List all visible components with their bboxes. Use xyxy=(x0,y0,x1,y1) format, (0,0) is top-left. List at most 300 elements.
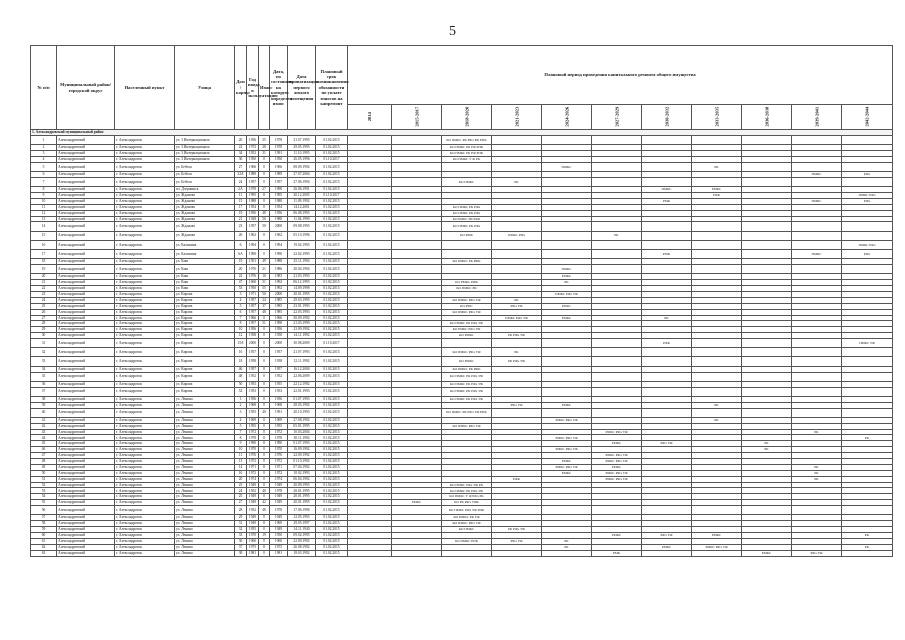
row-work-2030-2032: РМК xyxy=(642,250,692,259)
row-work-2024-2026: ПМКС РФч УФ xyxy=(542,291,592,297)
row-work-2021-2023: РК РФч УФ xyxy=(492,527,542,533)
row-priv-date: 22.03.1993 xyxy=(288,309,316,315)
row-wear: 0 xyxy=(259,357,270,366)
row-district: Александровский xyxy=(57,527,115,533)
row-district: Александровский xyxy=(57,193,115,199)
row-settlement: г. Александровск xyxy=(115,198,175,204)
row-house: 1 xyxy=(235,396,247,402)
row-planned-date: 01.02.2015 xyxy=(316,172,348,178)
row-house: 19 xyxy=(235,259,247,265)
row-num: 10 xyxy=(31,198,57,204)
row-street: ул. Калинина xyxy=(175,240,235,249)
row-work-2021-2023 xyxy=(492,339,542,348)
row-year-repair: 1957 xyxy=(270,177,288,186)
row-work-2036-2038: РК xyxy=(742,447,792,453)
row-district: Александровский xyxy=(57,274,115,280)
row-work-2014 xyxy=(348,265,392,274)
row-year-built: 1988 xyxy=(247,198,259,204)
row-district: Александровский xyxy=(57,303,115,309)
row-settlement: г. Александровск xyxy=(115,408,175,417)
row-year-built: 1971 xyxy=(247,291,259,297)
row-year-built: 1956 xyxy=(247,136,259,145)
row-house: 32 xyxy=(235,527,247,533)
row-work-2024-2026: РК xyxy=(542,538,592,544)
header-period-label: 2024-2026 xyxy=(563,107,569,127)
row-planned-date: 01.02.2015 xyxy=(316,286,348,292)
row-year-repair: 1949 xyxy=(270,515,288,521)
row-year-repair: 1981 xyxy=(270,550,288,556)
row-planned-date: 01.02.2015 xyxy=(316,136,348,145)
row-priv-date: 06.12.1993 xyxy=(288,280,316,286)
row-work-2033-2035 xyxy=(692,506,742,515)
row-house: 52 xyxy=(235,387,247,396)
row-year-repair: 1962 xyxy=(270,231,288,240)
row-num: 56 xyxy=(31,506,57,515)
row-year-repair: 1983 xyxy=(270,274,288,280)
row-work-2027-2029 xyxy=(592,339,642,348)
row-work-2033-2035 xyxy=(692,222,742,231)
row-planned-date: 01.02.2015 xyxy=(316,396,348,402)
row-priv-date: 12.05.1993 xyxy=(288,515,316,521)
row-work-2021-2023 xyxy=(492,136,542,145)
row-district: Александровский xyxy=(57,136,115,145)
row-work-2018-2020: КО ПМКС РК РФч УФ xyxy=(442,488,492,494)
row-wear: 0 xyxy=(259,204,270,210)
row-work-2039-2041 xyxy=(792,231,842,240)
row-street: ул. Кирова xyxy=(175,357,235,366)
row-settlement: г. Александровск xyxy=(115,381,175,387)
row-planned-date: 01.02.2015 xyxy=(316,274,348,280)
row-work-2015-2017 xyxy=(392,372,442,381)
row-work-2033-2035 xyxy=(692,348,742,357)
row-street: ул. Бебеля xyxy=(175,162,235,171)
row-priv-date: 09.02.1995 xyxy=(288,533,316,539)
row-planned-date: 01.02.2015 xyxy=(316,280,348,286)
row-settlement: г. Александровск xyxy=(115,515,175,521)
row-work-2033-2035: РФК xyxy=(692,193,742,199)
row-year-repair: 1960 xyxy=(270,538,288,544)
row-num: 14 xyxy=(31,222,57,231)
row-work-2033-2035 xyxy=(692,372,742,381)
row-street: ул. Кирова xyxy=(175,333,235,339)
row-district: Александровский xyxy=(57,216,115,222)
row-house: 26 xyxy=(235,231,247,240)
table-row xyxy=(31,265,893,274)
row-street: ул. Ленина xyxy=(175,550,235,556)
row-work-2018-2020: КО ПМКС РК РФч УФ xyxy=(442,387,492,396)
row-work-2042-2044: ПМКС УФ xyxy=(842,339,893,348)
row-year-built: 1990 xyxy=(247,250,259,259)
row-work-2014 xyxy=(348,136,392,145)
row-year-repair: 1949 xyxy=(270,527,288,533)
row-work-2042-2044: РФч xyxy=(842,198,893,204)
row-settlement: г. Александровск xyxy=(115,500,175,506)
row-work-2042-2044: ПМКС РФч xyxy=(842,193,893,199)
row-priv-date: 27.06.1994 xyxy=(288,177,316,186)
row-work-2030-2032 xyxy=(642,387,692,396)
row-house: 36 xyxy=(235,156,247,162)
row-district: Александровский xyxy=(57,321,115,327)
row-work-2039-2041 xyxy=(792,506,842,515)
row-work-2036-2038 xyxy=(742,177,792,186)
row-planned-date: 01.02.2015 xyxy=(316,453,348,459)
row-year-built: 1958 xyxy=(247,357,259,366)
row-work-2015-2017 xyxy=(392,339,442,348)
row-work-2039-2041: ПМКС xyxy=(792,250,842,259)
row-work-2021-2023: РФч УФ xyxy=(492,303,542,309)
row-priv-date: 20.01.1995 xyxy=(288,291,316,297)
row-planned-date: 01.02.2015 xyxy=(316,291,348,297)
row-planned-date: 01.02.2015 xyxy=(316,429,348,435)
row-year-built: 1949 xyxy=(247,494,259,500)
row-work-2024-2026 xyxy=(542,240,592,249)
row-street: ул. Ленина xyxy=(175,506,235,515)
row-year-built: 1978 xyxy=(247,187,259,193)
row-work-2018-2020: КО ПМКС РК РФч РФ РПК xyxy=(442,136,492,145)
row-district: Александровский xyxy=(57,222,115,231)
row-work-2018-2020: КО РМКС xyxy=(442,357,492,366)
row-work-2033-2035 xyxy=(692,265,742,274)
row-work-2021-2023: РК xyxy=(492,348,542,357)
row-work-2027-2029 xyxy=(592,357,642,366)
row-num: 63 xyxy=(31,550,57,556)
row-house: 50 xyxy=(235,381,247,387)
row-planned-date: 01.02.2015 xyxy=(316,470,348,476)
row-wear: 0 xyxy=(259,231,270,240)
row-priv-date: 11.04.1990 xyxy=(288,216,316,222)
row-street: ул. Кирова xyxy=(175,366,235,372)
row-year-built: 1972 xyxy=(247,429,259,435)
row-work-2018-2020: КО ПМКС У Ф РФч РК xyxy=(442,494,492,500)
row-settlement: г. Александровск xyxy=(115,265,175,274)
row-num: 52 xyxy=(31,482,57,488)
table-row xyxy=(31,162,893,171)
row-house: 7 xyxy=(235,315,247,321)
row-work-2042-2044: ПМКС РФч xyxy=(842,240,893,249)
row-street: ул. Кирова xyxy=(175,339,235,348)
row-planned-date: 01.02.2015 xyxy=(316,151,348,157)
row-wear: 0 xyxy=(259,538,270,544)
row-work-2021-2023: ПМКС РФч xyxy=(492,231,542,240)
row-work-2033-2035 xyxy=(692,387,742,396)
row-work-2021-2023 xyxy=(492,222,542,231)
row-work-2014 xyxy=(348,339,392,348)
row-planned-date: 01.02.2015 xyxy=(316,544,348,550)
row-planned-date: 01.02.2015 xyxy=(316,321,348,327)
row-street: ул. Ленина xyxy=(175,408,235,417)
row-num: 2 xyxy=(31,145,57,151)
row-house: 17 xyxy=(235,204,247,210)
row-num: 16 xyxy=(31,240,57,249)
row-work-2014 xyxy=(348,357,392,366)
row-work-2036-2038 xyxy=(742,240,792,249)
row-priv-date: 07.04.1992 xyxy=(288,464,316,470)
row-street: ул. Ленина xyxy=(175,417,235,423)
row-settlement: г. Александровск xyxy=(115,506,175,515)
row-planned-date: 01.02.2015 xyxy=(316,231,348,240)
row-wear: 0 xyxy=(259,441,270,447)
row-work-2036-2038 xyxy=(742,339,792,348)
row-year-repair: 1978 xyxy=(270,145,288,151)
row-district: Александровский xyxy=(57,550,115,556)
row-house: 38 xyxy=(235,550,247,556)
row-settlement: г. Александровск xyxy=(115,216,175,222)
row-work-2036-2038 xyxy=(742,408,792,417)
row-work-2042-2044 xyxy=(842,177,893,186)
row-work-2030-2032 xyxy=(642,222,692,231)
row-settlement: г. Александровск xyxy=(115,274,175,280)
row-settlement: г. Александровск xyxy=(115,372,175,381)
row-street: ул. Калинина xyxy=(175,250,235,259)
row-planned-date: 01.02.2015 xyxy=(316,441,348,447)
row-work-2018-2020 xyxy=(442,265,492,274)
row-work-2024-2026 xyxy=(542,177,592,186)
row-work-2039-2041: ПМКС xyxy=(792,172,842,178)
row-wear: 0 xyxy=(259,435,270,441)
row-num: 19 xyxy=(31,265,57,274)
row-work-2039-2041: РК xyxy=(792,470,842,476)
row-street: ул. Ленина xyxy=(175,423,235,429)
row-num: 47 xyxy=(31,453,57,459)
row-year-built: 1949 xyxy=(247,515,259,521)
row-work-2018-2020: КО ПМКС РК УФ xyxy=(442,515,492,521)
row-district: Александровский xyxy=(57,327,115,333)
row-work-2042-2044 xyxy=(842,265,893,274)
row-work-2018-2020: КО РМКС РФК xyxy=(442,280,492,286)
row-work-2018-2020 xyxy=(442,162,492,171)
row-priv-date: 14.11.1992 xyxy=(288,333,316,339)
row-work-2021-2023 xyxy=(492,250,542,259)
row-work-2024-2026: РМКС xyxy=(542,470,592,476)
row-num: 46 xyxy=(31,447,57,453)
row-street: ул. Жданова xyxy=(175,198,235,204)
row-work-2036-2038 xyxy=(742,372,792,381)
row-street: ул. Киш xyxy=(175,286,235,292)
row-work-2033-2035 xyxy=(692,339,742,348)
row-num: 9 xyxy=(31,193,57,199)
row-num: 22 xyxy=(31,286,57,292)
row-priv-date: 05.01.1995 xyxy=(288,423,316,429)
row-settlement: г. Александровск xyxy=(115,187,175,193)
row-priv-date: 22.02.1993 xyxy=(288,250,316,259)
row-work-2018-2020: КО ПМКС РФч УФ xyxy=(442,423,492,429)
row-settlement: г. Александровск xyxy=(115,435,175,441)
row-priv-date: 30.11.1992 xyxy=(288,435,316,441)
row-priv-date: 22.09.1992 xyxy=(288,538,316,544)
header-house: Дом / корпус xyxy=(235,46,247,130)
row-wear: 0 xyxy=(259,387,270,396)
row-year-built: 1966 xyxy=(247,315,259,321)
row-year-built: 1966 xyxy=(247,162,259,171)
row-year-built: 1962 xyxy=(247,231,259,240)
row-house: 11 xyxy=(235,193,247,199)
row-priv-date: 16.12.2004 xyxy=(288,366,316,372)
row-settlement: г. Александровск xyxy=(115,291,175,297)
table-row xyxy=(31,506,893,515)
row-year-built: 1957 xyxy=(247,366,259,372)
row-wear: 0 xyxy=(259,464,270,470)
row-year-built: 1957 xyxy=(247,222,259,231)
header-district: Муниципальный район/городской округ xyxy=(57,46,115,130)
row-priv-date: 30.09.1992 xyxy=(288,315,316,321)
row-district: Александровский xyxy=(57,156,115,162)
row-work-2014 xyxy=(348,348,392,357)
row-house: 37 xyxy=(235,544,247,550)
row-priv-date: 20.01.1995 xyxy=(288,500,316,506)
row-district: Александровский xyxy=(57,297,115,303)
row-planned-date: 01.02.2015 xyxy=(316,259,348,265)
row-work-2024-2026: ПМКС xyxy=(542,162,592,171)
row-street: ул. Кирова xyxy=(175,315,235,321)
row-house: 28 xyxy=(235,506,247,515)
row-work-2030-2032 xyxy=(642,550,692,556)
row-district: Александровский xyxy=(57,187,115,193)
row-year-built: 1970 xyxy=(247,533,259,539)
row-year-repair: 1970 xyxy=(270,447,288,453)
row-work-2027-2029 xyxy=(592,222,642,231)
row-settlement: г. Александровск xyxy=(115,172,175,178)
row-district: Александровский xyxy=(57,372,115,381)
row-house: 4 xyxy=(235,297,247,303)
header-year-repair: Дата, по состоянию на которую определен износ xyxy=(270,46,288,130)
row-priv-date: 26.05.1996 xyxy=(288,156,316,162)
row-district: Александровский xyxy=(57,482,115,488)
row-year-repair: 1949 xyxy=(270,500,288,506)
row-work-2042-2044: РФч xyxy=(842,172,893,178)
row-priv-date: 14.12.2001 xyxy=(288,204,316,210)
row-work-2027-2029 xyxy=(592,177,642,186)
row-district: Александровский xyxy=(57,259,115,265)
row-work-2033-2035 xyxy=(692,250,742,259)
row-wear: 0 xyxy=(259,348,270,357)
row-settlement: г. Александровск xyxy=(115,402,175,408)
row-work-2018-2020: КО ПМКС РФч УФ xyxy=(442,521,492,527)
row-work-2030-2032 xyxy=(642,408,692,417)
row-district: Александровский xyxy=(57,515,115,521)
row-street: ул. Ленина xyxy=(175,464,235,470)
row-settlement: г. Александровск xyxy=(115,521,175,527)
row-work-2024-2026 xyxy=(542,387,592,396)
row-work-2018-2020: КО ПМКС У Ф РК xyxy=(442,156,492,162)
row-work-2033-2035 xyxy=(692,357,742,366)
row-work-2039-2041: РФч УФ xyxy=(792,550,842,556)
row-house: 13 xyxy=(235,459,247,465)
row-priv-date: 17.06.1996 xyxy=(288,506,316,515)
header-wear: Износ xyxy=(259,46,270,130)
row-district: Александровский xyxy=(57,151,115,157)
row-work-2021-2023: РК РФч УФ xyxy=(492,333,542,339)
row-year-repair: 1978 xyxy=(270,488,288,494)
row-work-2036-2038 xyxy=(742,506,792,515)
row-district: Александровский xyxy=(57,408,115,417)
row-year-built: 1974 xyxy=(247,476,259,482)
row-settlement: г. Александровск xyxy=(115,156,175,162)
row-settlement: г. Александровск xyxy=(115,476,175,482)
row-house: 16 xyxy=(235,470,247,476)
row-settlement: г. Александровск xyxy=(115,441,175,447)
row-num: 58 xyxy=(31,521,57,527)
header-period-label: 2030-2032 xyxy=(663,107,669,127)
row-planned-date: 01.02.2015 xyxy=(316,315,348,321)
row-work-2036-2038 xyxy=(742,231,792,240)
row-house: 3 xyxy=(235,291,247,297)
row-work-2018-2020 xyxy=(442,550,492,556)
row-street: ул. Киш xyxy=(175,280,235,286)
row-work-2024-2026: РМКС xyxy=(542,459,592,465)
row-wear: 0 xyxy=(259,459,270,465)
row-work-2024-2026 xyxy=(542,550,592,556)
row-wear: 0 xyxy=(259,333,270,339)
row-priv-date: 22.06.2009 xyxy=(288,372,316,381)
row-street: ул. Ленина xyxy=(175,476,235,482)
row-num: 61 xyxy=(31,538,57,544)
row-year-repair: 1957 xyxy=(270,366,288,372)
row-work-2033-2035: РМКС xyxy=(692,533,742,539)
row-work-2021-2023: РК xyxy=(492,177,542,186)
row-planned-date: 01.02.2015 xyxy=(316,506,348,515)
row-year-repair: 1955 xyxy=(270,423,288,429)
row-house: 10 xyxy=(235,447,247,453)
header-street: Улица xyxy=(175,46,235,130)
row-house: 34 xyxy=(235,151,247,157)
row-work-2024-2026: РМКС РФч УФ xyxy=(542,417,592,423)
row-work-2014 xyxy=(348,408,392,417)
row-house: 18 xyxy=(235,357,247,366)
row-house: 23 xyxy=(235,222,247,231)
row-work-2015-2017 xyxy=(392,162,442,171)
row-num: 55 xyxy=(31,500,57,506)
row-year-built: 2000 xyxy=(247,339,259,348)
row-street: ул. Жданова xyxy=(175,204,235,210)
row-settlement: г. Александровск xyxy=(115,151,175,157)
row-district: Александровский xyxy=(57,366,115,372)
row-year-built: 1955 xyxy=(247,381,259,387)
row-work-2030-2032 xyxy=(642,265,692,274)
row-street: ул. Жданова xyxy=(175,222,235,231)
row-year-repair: 1994 xyxy=(270,240,288,249)
row-street: ул. Кирова xyxy=(175,309,235,315)
row-work-2027-2029: РМКС РФч УФ xyxy=(592,476,642,482)
row-settlement: г. Александровск xyxy=(115,544,175,550)
table-row xyxy=(31,231,893,240)
row-year-repair: 1998 xyxy=(270,187,288,193)
row-year-built: 1970 xyxy=(247,447,259,453)
row-priv-date: 11.10.1995 xyxy=(288,151,316,157)
row-priv-date: 14.09.1998 xyxy=(288,286,316,292)
row-priv-date: 29.05.1995 xyxy=(288,145,316,151)
header-period-label: 2021-2023 xyxy=(513,107,519,127)
row-num: 51 xyxy=(31,476,57,482)
row-planned-date: 01.02.2015 xyxy=(316,333,348,339)
row-work-2015-2017 xyxy=(392,250,442,259)
row-street: пл. Дзержинск xyxy=(175,187,235,193)
row-priv-date: 22.09.1992 xyxy=(288,453,316,459)
row-work-2030-2032: ПМКС xyxy=(642,187,692,193)
header-period-label: 2015-2017 xyxy=(413,107,419,127)
row-work-2027-2029 xyxy=(592,408,642,417)
row-priv-date: 20.09.1993 xyxy=(288,482,316,488)
row-year-repair: 2000 xyxy=(270,291,288,297)
row-num: 11 xyxy=(31,204,57,210)
row-work-2018-2020: КО ПМКС РК РФч xyxy=(442,210,492,216)
row-wear: 0 xyxy=(259,544,270,550)
row-num: 5 xyxy=(31,162,57,171)
row-street: ул. Ленина xyxy=(175,521,235,527)
row-work-2042-2044: РК xyxy=(842,435,893,441)
row-house: 5 xyxy=(235,303,247,309)
row-work-2033-2035: РК xyxy=(692,417,742,423)
row-work-2039-2041 xyxy=(792,372,842,381)
